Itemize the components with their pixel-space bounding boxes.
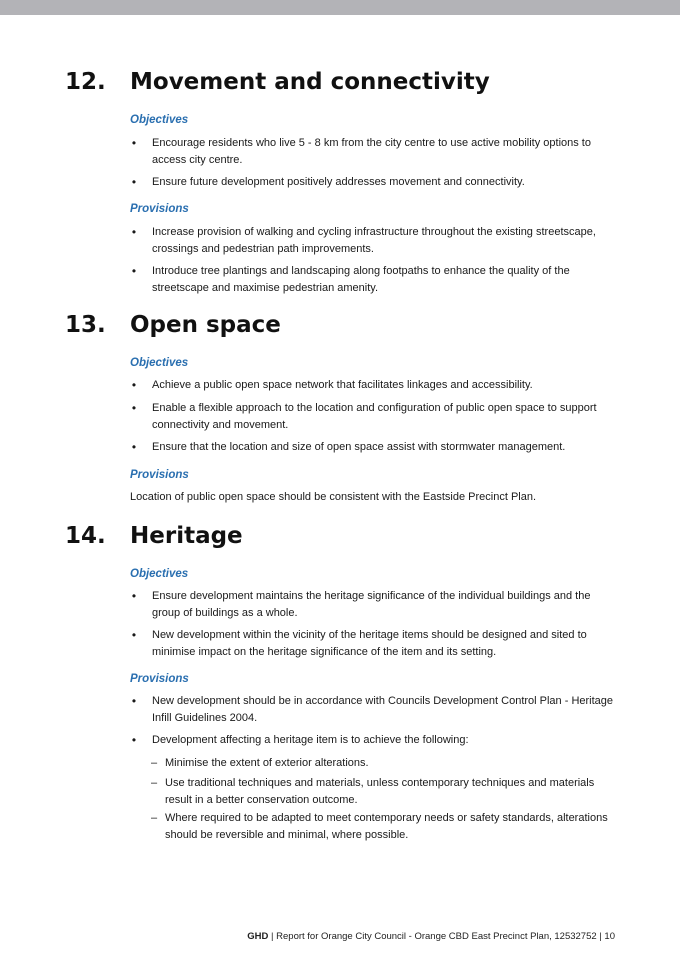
list-item: • Ensure future development positively addresses movement and connectivity. xyxy=(131,175,525,189)
bullet-icon: • xyxy=(131,589,137,603)
bullet-icon: • xyxy=(131,440,137,454)
footer-brand: GHD xyxy=(247,931,269,942)
provisions-heading: Provisions xyxy=(130,469,189,481)
dash-icon: – xyxy=(151,757,158,769)
bullet-icon: • xyxy=(131,136,137,150)
objectives-heading: Objectives xyxy=(130,357,189,369)
bullet-icon: • xyxy=(131,175,137,189)
section-number: 13. xyxy=(65,312,106,338)
section-title: Movement and connectivity xyxy=(130,69,490,95)
list-item: • Encourage residents who live 5 - 8 km from the city centre to use active mobility options to access city centre. xyxy=(131,136,591,166)
bullet-icon: • xyxy=(131,378,137,392)
provisions-heading: Provisions xyxy=(130,673,189,685)
list-item: • New development should be in accordance with Councils Development Control Plan - Heritage Infill Guidelines 2004. xyxy=(131,694,614,724)
bullet-icon: • xyxy=(131,225,137,239)
list-item: • Introduce tree plantings and landscaping along footpaths to enhance the quality of the streetscape and maximise pedestrian amenity. xyxy=(131,264,570,294)
list-item: • New development within the vicinity of the heritage items should be designed and sited to minimise impact on the heritage significance of the item and its setting. xyxy=(131,628,587,658)
list-item: • Ensure that the location and size of open space assist with stormwater management. xyxy=(131,440,566,454)
footer-report-title: Report for Orange City Council - Orange CBD East Precinct Plan, 12532752 xyxy=(276,931,597,942)
page-number: 10 xyxy=(604,931,615,942)
footer-separator: | xyxy=(596,931,605,942)
top-header-bar xyxy=(0,0,680,15)
bullet-icon: • xyxy=(131,264,137,278)
objectives-heading: Objectives xyxy=(130,568,189,580)
sub-list-item: – Where required to be adapted to meet contemporary needs or safety standards, alterations should be reversible and minimal, where possible. xyxy=(151,812,608,841)
section-title: Heritage xyxy=(130,523,243,549)
sub-list-item: – Use traditional techniques and materials, unless contemporary techniques and materials result in a better conservation outcome. xyxy=(151,777,595,806)
section-number: 14. xyxy=(65,523,106,549)
provisions-heading: Provisions xyxy=(130,203,189,215)
section-title: Open space xyxy=(130,312,281,338)
list-item: • Increase provision of walking and cycling infrastructure throughout the existing streetscape, crossings and pedestrian path improvements. xyxy=(131,225,596,255)
bullet-icon: • xyxy=(131,733,137,747)
objectives-heading: Objectives xyxy=(130,114,189,126)
bullet-icon: • xyxy=(131,628,137,642)
footer-separator: | xyxy=(268,931,277,942)
bullet-icon: • xyxy=(131,401,137,415)
list-item: • Achieve a public open space network that facilitates linkages and accessibility. xyxy=(131,378,533,392)
bullet-icon: • xyxy=(131,694,137,708)
provision-paragraph: Location of public open space should be consistent with the Eastside Precinct Plan. xyxy=(130,491,537,503)
dash-icon: – xyxy=(151,777,158,789)
section-number: 12. xyxy=(65,69,106,95)
dash-icon: – xyxy=(151,812,158,824)
page-footer xyxy=(247,931,615,942)
sub-list-item: – Minimise the extent of exterior alterations. xyxy=(151,755,621,772)
list-item: • Enable a flexible approach to the location and configuration of public open space to support connectivity and movement. xyxy=(131,401,597,431)
list-item: • Development affecting a heritage item is to achieve the following: xyxy=(131,733,469,747)
list-item: • Ensure development maintains the heritage significance of the individual buildings and the group of buildings as a whole. xyxy=(131,589,591,619)
